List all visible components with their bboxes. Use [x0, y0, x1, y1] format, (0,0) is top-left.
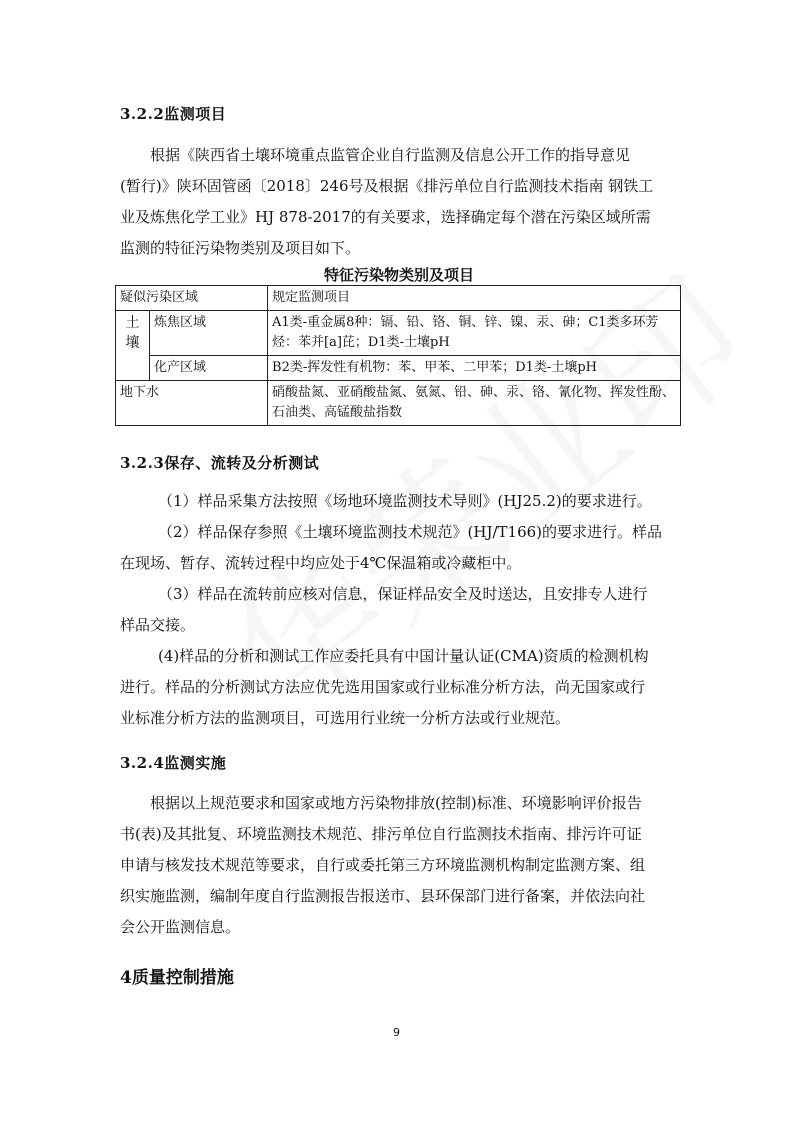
table-caption: 特征污染物类别及项目: [323, 266, 474, 284]
text-line: （1）样品采集方法按照《场地环境监测技术导则》(HJ25.2)的要求进行。: [158, 492, 652, 510]
section-heading-322: 3.2.2监测项目: [120, 105, 227, 123]
page-number: 9: [393, 1026, 400, 1039]
section-heading-4: 4质量控制措施: [120, 968, 234, 988]
text-line: 在现场、暂存、流转过程中均应处于4℃保温箱或冷藏柜中。: [120, 554, 522, 572]
header-cell-area: 疑似污染区域: [116, 286, 268, 311]
header-cell-items: 规定监测项目: [268, 286, 681, 311]
paragraph-323-1: [120, 486, 676, 734]
area-cell: 地下水: [116, 381, 268, 426]
text-line: 监测的特征污染物类别及项目如下。: [120, 239, 361, 257]
text-line: 书(表)及其批复、环境监测技术规范、排污单位自行监测技术指南、排污许可证: [120, 825, 642, 843]
area-cell: 炼焦区域: [150, 311, 268, 356]
text-line: （3）样品在流转前应核对信息，保证样品安全及时送达，且安排专人进行: [158, 585, 648, 603]
section-heading-324: 3.2.4监测实施: [120, 754, 227, 772]
items-cell: B2类-挥发性有机物：苯、甲苯、二甲苯；D1类-土壤pH: [268, 356, 681, 381]
items-cell: A1类-重金属8种：镉、铅、铬、铜、锌、镍、汞、砷；C1类多环芳烃：苯并[a]芘；D1类-土壤pH: [268, 311, 681, 356]
soil-label-cell: 土壤: [116, 311, 150, 381]
text-line: 业及炼焦化学工业》HJ 878-2017的有关要求，选择确定每个潜在污染区域所需: [120, 208, 651, 226]
pollutant-table: [115, 285, 681, 426]
table-header-row: [116, 286, 681, 311]
text-line: 业标准分析方法的监测项目，可选用行业统一分析方法或行业规范。: [120, 709, 571, 727]
text-line: （2）样品保存参照《土壤环境监测技术规范》(HJ/T166)的要求进行。样品: [158, 523, 663, 541]
area-cell: 化产区域: [150, 356, 268, 381]
paragraph-324: [120, 788, 676, 943]
text-line: 样品交接。: [120, 616, 196, 634]
table-row: [116, 356, 681, 381]
text-line: 根据以上规范要求和国家或地方污染物排放(控制)标准、环境影响评价报告: [150, 794, 642, 812]
paragraph-322: [120, 140, 676, 264]
section-heading-323: 3.2.3保存、流转及分析测试: [120, 454, 320, 472]
table-row: [116, 381, 681, 426]
text-line: 织实施监测，编制年度自行监测报告报送市、县环保部门进行备案，并依法向社: [120, 887, 646, 905]
text-line: (4)样品的分析和测试工作应委托具有中国计量认证(CMA)资质的检测机构: [158, 647, 649, 665]
items-cell: 硝酸盐氮、亚硝酸盐氮、氨氮、铅、砷、汞、铬、氰化物、挥发性酚、石油类、高锰酸盐指数: [268, 381, 681, 426]
text-line: (暂行)》陕环固管函〔2018〕246号及根据《排污单位自行监测技术指南 钢铁工: [120, 177, 654, 195]
text-line: 根据《陕西省土壤环境重点监管企业自行监测及信息公开工作的指导意见: [150, 146, 631, 164]
table-row: [116, 311, 681, 356]
text-line: 进行。样品的分析测试方法应优先选用国家或行业标准分析方法，尚无国家或行: [120, 678, 646, 696]
text-line: 申请与核发技术规范等要求，自行或委托第三方环境监测机构制定监测方案、组: [120, 856, 646, 874]
text-line: 会公开监测信息。: [120, 918, 241, 936]
